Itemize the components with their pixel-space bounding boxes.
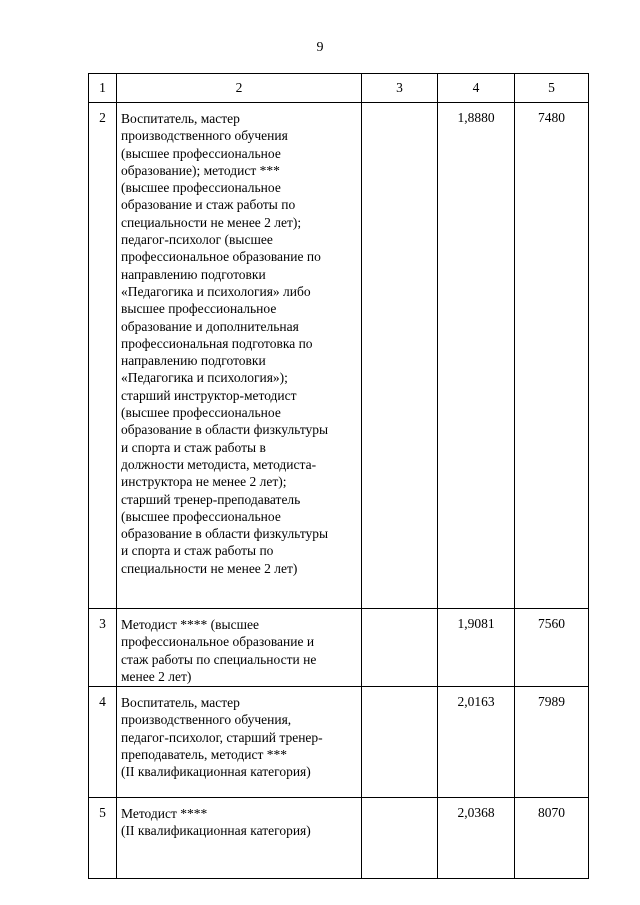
table-row [89,687,589,798]
description-line: образование и стаж работы по [121,197,296,213]
salary-cell: 8070 [515,798,589,879]
description-line: Методист **** [121,806,208,821]
description-line: профессиональная подготовка по [121,335,313,351]
description-line: производственного обучения, [121,712,292,728]
row-number: 4 [89,687,117,798]
position-description [117,798,362,879]
row-number: 2 [89,103,117,609]
column-header: 5 [515,74,589,103]
column-header: 4 [438,74,515,103]
coefficient-cell: 1,9081 [438,609,515,687]
column-header: 2 [117,74,362,103]
description-line: образование в области физкультуры [121,422,329,438]
coefficient-cell: 1,8880 [438,103,515,609]
column-3-cell [362,103,438,609]
description-line: стаж работы по специальности не [121,651,317,667]
description-line: Воспитатель, мастер [121,111,240,126]
description-line: и спорта и стаж работы по [121,543,274,559]
description-line: инструктора не менее 2 лет); [121,474,287,490]
coefficient-cell: 2,0163 [438,687,515,798]
description-line: образование); методист *** [121,162,280,178]
description-line: профессиональное образование и [121,634,315,650]
position-description [117,687,362,798]
salary-cell: 7560 [515,609,589,687]
description-line: преподаватель, методист *** [121,746,288,762]
description-line: старший инструктор-методист [121,387,297,403]
coefficient-cell: 2,0368 [438,798,515,879]
table-row [89,798,589,879]
column-header: 3 [362,74,438,103]
row-number: 5 [89,798,117,879]
description-line: специальности не менее 2 лет) [121,560,298,576]
description-line: высшее профессиональное [121,301,277,317]
column-3-cell [362,798,438,879]
description-line: образование в области физкультуры [121,526,329,542]
description-line: (высшее профессиональное [121,508,281,524]
table-row [89,103,589,609]
position-description [117,103,362,609]
description-line: производственного обучения [121,128,288,144]
salary-table [88,73,589,879]
description-line: (высшее профессиональное [121,145,281,161]
description-line: старший тренер-преподаватель [121,491,301,507]
description-line: (II квалификационная категория) [121,764,311,780]
description-line: направлению подготовки [121,266,266,282]
description-line: специальности не менее 2 лет); [121,214,302,230]
page-number: 9 [316,40,324,55]
description-line: образование и дополнительная [121,318,299,334]
description-line: (высшее профессиональное [121,180,281,196]
description-line: (II квалификационная категория) [121,823,311,839]
description-line: Воспитатель, мастер [121,695,240,710]
column-3-cell [362,687,438,798]
table-row [89,609,589,687]
description-line: «Педагогика и психология»); [121,370,288,386]
salary-cell: 7989 [515,687,589,798]
salary-cell: 7480 [515,103,589,609]
column-3-cell [362,609,438,687]
column-header: 1 [89,74,117,103]
description-line: педагог-психолог (высшее [121,232,273,248]
table-header-row [89,74,589,103]
description-line: направлению подготовки [121,353,266,369]
description-line: и спорта и стаж работы в [121,439,266,455]
position-description [117,609,362,687]
description-line: Методист **** (высшее [121,617,259,632]
description-line: «Педагогика и психология» либо [121,283,311,299]
description-line: профессиональное образование по [121,249,321,265]
description-line: должности методиста, методиста- [121,456,317,472]
description-line: (высшее профессиональное [121,405,281,421]
row-number: 3 [89,609,117,687]
description-line: педагог-психолог, старший тренер- [121,729,323,745]
description-line: менее 2 лет) [121,668,192,684]
